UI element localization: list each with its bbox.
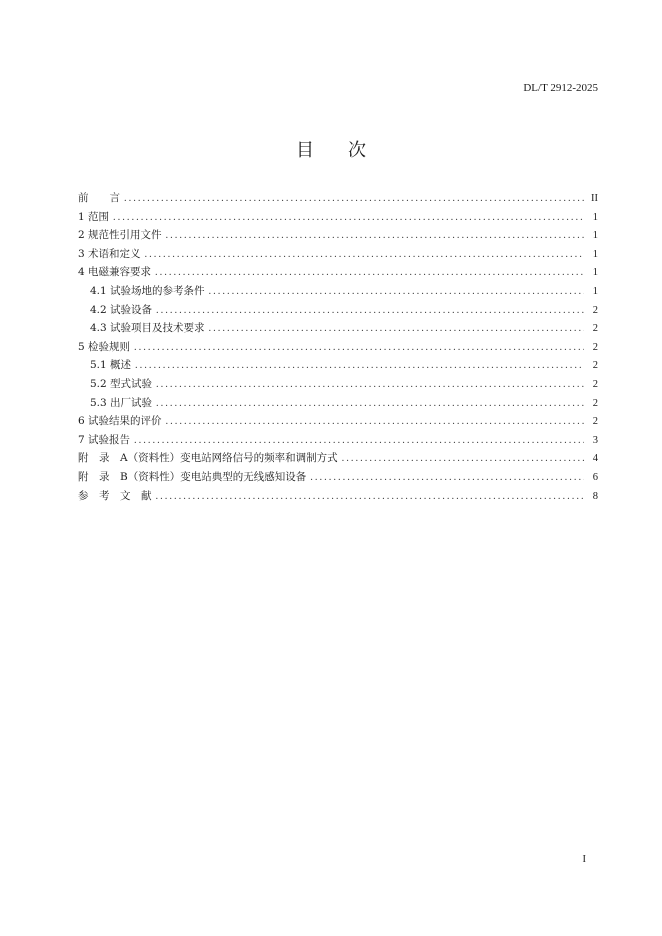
toc-entry-page: II	[591, 193, 598, 204]
toc-subentry[interactable]	[78, 319, 598, 338]
toc-entry-label: 附 录 B（资料性）变电站典型的无线感知设备	[78, 470, 307, 483]
table-of-contents	[78, 189, 598, 505]
toc-subentry[interactable]	[78, 375, 598, 394]
toc-entry-page: 6	[592, 471, 598, 483]
toc-entry[interactable]	[78, 487, 598, 506]
toc-entry-label: 参 考 文 献	[78, 489, 152, 502]
toc-entry-page: 2	[592, 304, 598, 316]
toc-leader-dots	[166, 227, 584, 246]
toc-entry-page: 1	[592, 230, 598, 242]
toc-entry-page: 3	[592, 434, 598, 446]
toc-entry-label: 4.1 试验场地的参考条件	[90, 284, 205, 297]
toc-entry-label: 7 试验报告	[78, 433, 131, 446]
toc-leader-dots	[145, 246, 584, 265]
toc-entry-label: 附 录 A（资料性）变电站网络信号的频率和调制方式	[78, 452, 338, 465]
toc-entry[interactable]	[78, 468, 598, 487]
toc-entry-page: 1	[592, 248, 598, 260]
toc-entry[interactable]	[78, 449, 598, 468]
toc-leader-dots	[156, 376, 584, 395]
toc-subentry[interactable]	[78, 301, 598, 320]
toc-entry-page: 1	[592, 267, 598, 279]
toc-entry-page: 2	[592, 397, 598, 409]
toc-leader-dots	[166, 413, 584, 432]
toc-subentry[interactable]	[78, 356, 598, 375]
toc-leader-dots	[209, 283, 584, 302]
toc-leader-dots	[113, 209, 584, 228]
toc-leader-dots	[156, 488, 585, 507]
toc-leader-dots	[310, 469, 584, 488]
toc-entry-page: 8	[592, 490, 598, 502]
toc-entry-page: 1	[592, 211, 598, 223]
toc-entry-page: 2	[592, 323, 598, 335]
toc-leader-dots	[134, 339, 584, 358]
toc-leader-dots	[134, 432, 584, 451]
title-char-1: 目	[296, 140, 314, 161]
toc-entry-label: 5.3 出厂试验	[90, 396, 153, 409]
toc-entry-page: 2	[592, 416, 598, 428]
toc-entry-label: 4.3 试验项目及技术要求	[90, 322, 205, 335]
toc-leader-dots	[155, 264, 584, 283]
toc-entry[interactable]	[78, 338, 598, 357]
document-code: DL/T 2912-2025	[523, 82, 598, 94]
toc-entry-page: 2	[592, 360, 598, 372]
toc-leader-dots	[156, 395, 584, 414]
toc-entry-page: 2	[592, 378, 598, 390]
toc-entry[interactable]	[78, 189, 598, 208]
toc-leader-dots	[156, 302, 584, 321]
toc-leader-dots	[124, 190, 584, 209]
toc-entry-label: 3 术语和定义	[78, 247, 141, 260]
toc-entry-label: 5 检验规则	[78, 340, 131, 353]
toc-leader-dots	[135, 357, 584, 376]
toc-entry-label: 4 电磁兼容要求	[78, 266, 152, 279]
toc-entry-label: 6 试验结果的评价	[78, 415, 162, 428]
page-number: I	[582, 854, 586, 865]
toc-entry-page: 2	[592, 341, 598, 353]
toc-subentry[interactable]	[78, 282, 598, 301]
toc-entry-label: 5.1 概述	[90, 359, 132, 372]
toc-entry-page: 4	[592, 453, 598, 465]
toc-entry-label: 2 规范性引用文件	[78, 229, 162, 242]
toc-entry[interactable]	[78, 245, 598, 264]
toc-subentry[interactable]	[78, 394, 598, 413]
toc-entry-label: 1 范围	[78, 210, 110, 223]
toc-entry[interactable]	[78, 226, 598, 245]
toc-entry[interactable]	[78, 263, 598, 282]
toc-entry-page: 1	[592, 285, 598, 297]
toc-leader-dots	[342, 450, 584, 469]
toc-entry-label: 5.2 型式试验	[90, 377, 153, 390]
toc-entry-label: 前 言	[78, 192, 120, 204]
toc-leader-dots	[209, 320, 584, 339]
toc-entry-label: 4.2 试验设备	[90, 303, 153, 316]
toc-entry[interactable]	[78, 208, 598, 227]
page-title	[0, 136, 662, 162]
toc-entry[interactable]	[78, 412, 598, 431]
title-char-2: 次	[348, 140, 366, 161]
toc-entry[interactable]	[78, 431, 598, 450]
